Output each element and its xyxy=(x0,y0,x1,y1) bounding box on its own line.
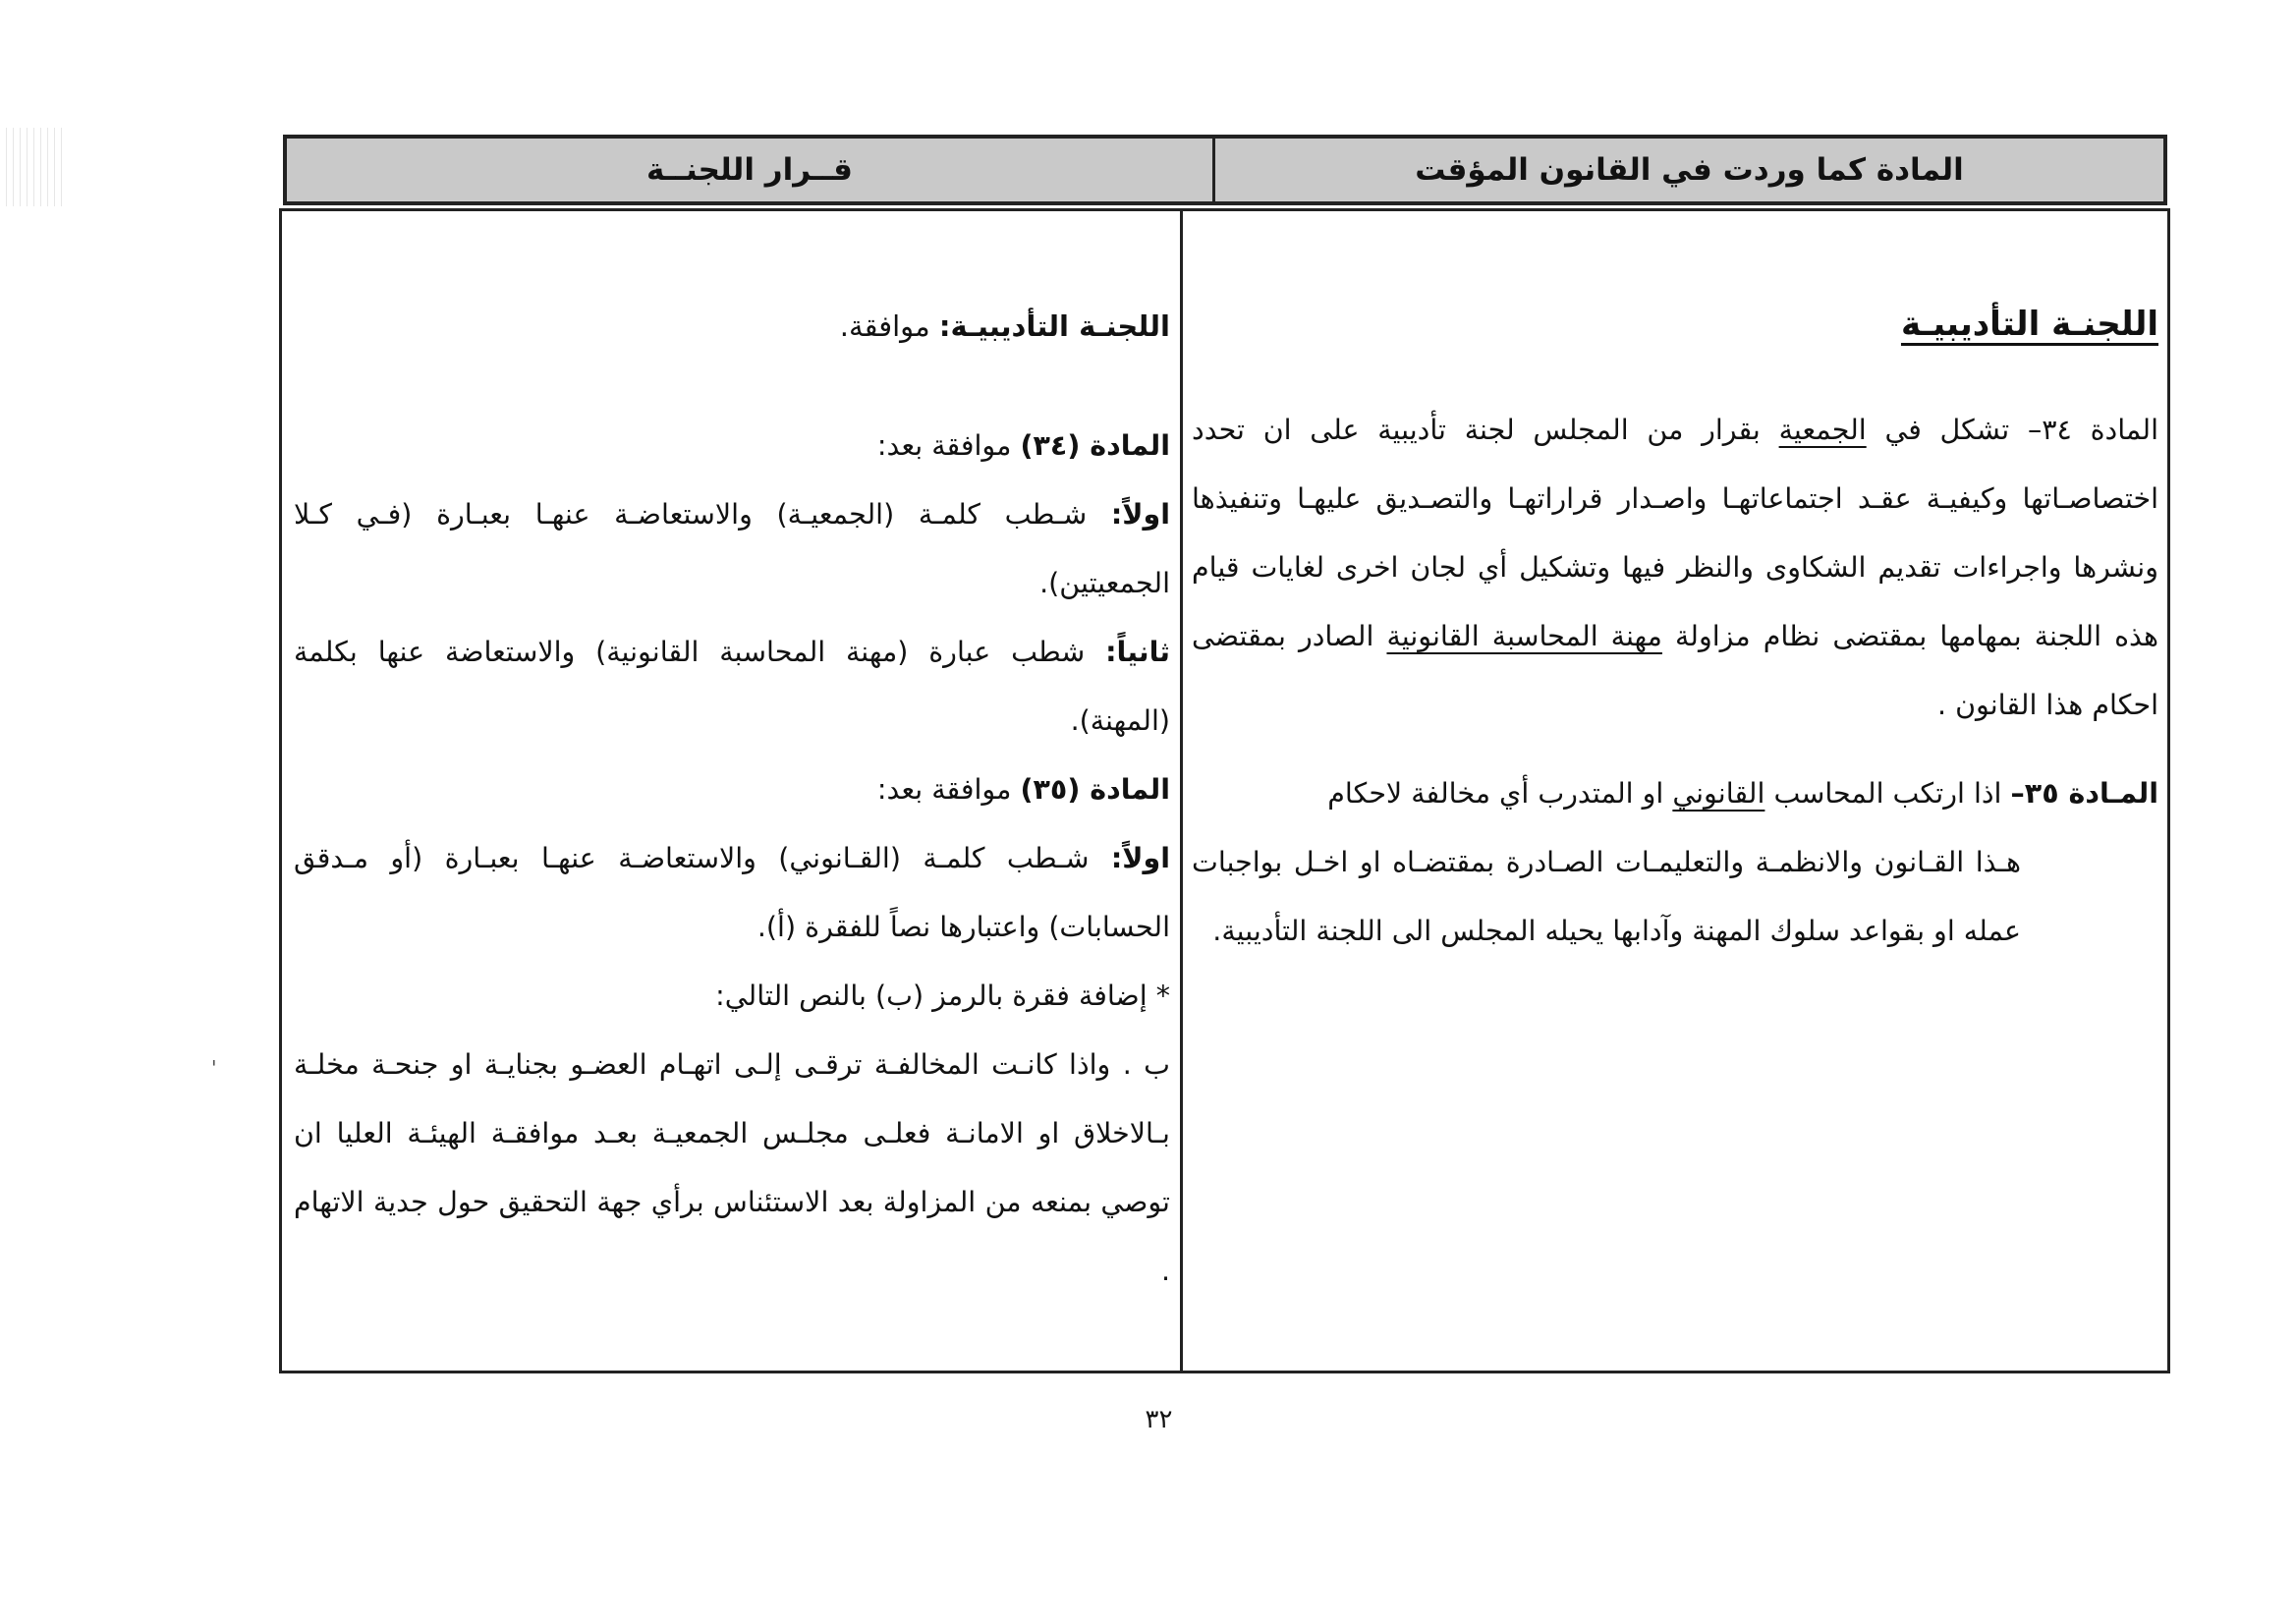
decision-title-bold: اللجنـة التأديبيـة: xyxy=(938,309,1170,343)
margin-mark: ' xyxy=(211,1056,217,1080)
decision-title-rest: موافقة. xyxy=(839,309,939,343)
article-34-text xyxy=(1192,396,2158,740)
section-title-disciplinary-committee: اللجنـة التأديبيـة xyxy=(1900,305,2158,344)
decision-article-34-heading xyxy=(294,412,1170,480)
decision-article-35-heading xyxy=(294,756,1170,824)
decision-article-34-label: المادة (٣٤) xyxy=(1020,429,1170,462)
decision-article-34-second xyxy=(294,618,1170,756)
comparison-table-body xyxy=(279,208,2170,1373)
decision-35-first-text: شـطب كلمـة (القـانوني) والاستعاضـة عنهـا بعبـارة (أو مـدقق الحسابات) واعتبارها نصاً للفقرة (أ). xyxy=(294,842,1170,943)
article-35-label: المـادة ٣٥– xyxy=(2010,777,2158,810)
decision-article-35-rest: موافقة بعد: xyxy=(876,773,1021,806)
decision-disciplinary-committee xyxy=(294,292,1170,361)
decision-article-34-first xyxy=(294,480,1170,618)
article-34-pre: المادة ٣٤– تشكل في xyxy=(1866,414,2158,446)
article-35-continuation-block xyxy=(1192,828,2158,966)
article-35-underlined-legal: القانوني xyxy=(1672,777,1765,810)
article-34-post: الصادر بمقتضى احكام هذا القانون . xyxy=(1192,620,2158,721)
committee-decision-column xyxy=(282,211,1180,1371)
article-34-mid: بقرار من المجلس لجنة تأديبية على ان تحدد اختصاصـاتها وكيفيـة عقـد اجتماعاتهـا واصـدار قراراتهـا والتصـديق عليهـا وتنفيذها ونشرها واجراءات تقديم الشكاوى والنظر فيها وتشكيل أي لجان اخرى لغايات قيام هذه اللجنة بمهامها بمقتضى نظام مزاولة xyxy=(1192,414,2159,652)
decision-article-35-first xyxy=(294,824,1170,962)
decision-add-clause: * إضافة فقرة بالرمز (ب) بالنص التالي: xyxy=(715,980,1170,1012)
table-header xyxy=(283,135,2167,205)
decision-first-text: شـطب كلمـة (الجمعيـة) والاستعاضـة عنهـا بعبـارة (فـي كـلا الجمعيتين). xyxy=(294,498,1170,599)
header-committee-decision: قــرار اللجنــة xyxy=(646,152,853,188)
original-article-column xyxy=(1180,211,2167,1371)
article-34-underlined-association: الجمعية xyxy=(1778,414,1867,446)
article-35-post: او المتدرب أي مخالفة لاحكام xyxy=(1327,777,1673,810)
decision-clause-b: ب . واذا كانـت المخالفـة ترقـى إلـى اتهـام العضـو بجنايـة او جنحـة مخلـة بـالاخلاق او الامانـة فعلـى مجلـس الجمعيـة بعـد موافقـة الهيئـة العليا ان توصي بمنعه من المزاولة بعد الاستئناس برأي جهة التحقيق حول جدية الاتهام . xyxy=(294,1048,1170,1287)
page-number: ٣٢ xyxy=(1145,1405,1173,1434)
decision-article-35-label: المادة (٣٥) xyxy=(1020,773,1170,806)
scan-edge-artifact xyxy=(6,128,65,206)
article-35-first-line xyxy=(1192,759,2158,828)
article-35-continuation: هـذا القـانون والانظمـة والتعليمـات الصـادرة بمقتضـاه او اخـل بواجبات عمله او بقواعد سلوك المهنة وآدابها يحيله المجلس الى اللجنة التأديبية. xyxy=(1192,846,2021,947)
article-34-underlined-profession: مهنة المحاسبة القانونية xyxy=(1386,620,1662,652)
decision-35-first-label: اولاً: xyxy=(1110,842,1170,874)
decision-first-label: اولاً: xyxy=(1110,498,1170,531)
article-35-pre: اذا ارتكب المحاسب xyxy=(1764,777,2011,810)
decision-second-text: شطب عبارة (مهنة المحاسبة القانونية) والاستعاضة عنها بكلمة (المهنة). xyxy=(294,636,1170,737)
decision-article-34-rest: موافقة بعد: xyxy=(876,429,1021,462)
header-original-article: المادة كما وردت في القانون المؤقت xyxy=(1212,139,2163,201)
decision-second-label: ثانياً: xyxy=(1105,636,1170,668)
